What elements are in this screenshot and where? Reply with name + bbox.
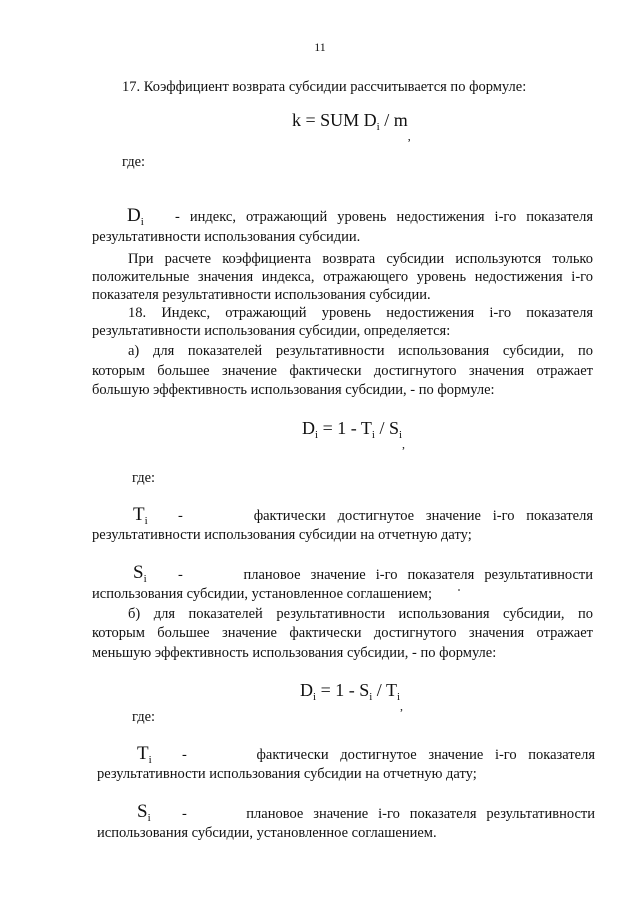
symbol-si-1: $S_i$	[133, 562, 147, 585]
def-di-line2: результативности использования субсидии.	[92, 229, 361, 245]
def-ti-1-line1: - фактически достигнутое значение i-го показателя	[178, 508, 593, 524]
positive-para-line3: показателя результативности использования субсидии.	[92, 287, 431, 303]
def-si-1-line1: - плановое значение i-го показателя результативности	[178, 567, 594, 583]
def-ti-2-line2: результативности использования субсидии на отчетную дату;	[97, 766, 477, 782]
def-si-2-line1: - плановое значение i-го показателя результативности	[182, 806, 596, 822]
positive-para-line2: положительные значения индекса, отражающего уровень недостижения i-го	[92, 269, 593, 285]
symbol-ti-1: $T_i$	[133, 504, 148, 527]
paragraph-17: 17. Коэффициент возврата субсидии рассчитывается по формуле:	[122, 79, 527, 95]
paragraph-18-line2: результативности использования субсидии, определяется:	[92, 323, 451, 339]
formula-a: $D_i = 1 - T_i / S_{i,}$	[302, 418, 406, 451]
item-a-line3: большую эффективность использования субсидии, - по формуле:	[92, 382, 495, 398]
symbol-di: $D_i$	[127, 205, 144, 228]
where-label-3: где:	[132, 709, 156, 725]
stray-mark	[458, 589, 460, 591]
formula-b: $D_i = 1 - S_i / T_{i,}$	[300, 680, 404, 713]
symbol-ti-2: $T_i$	[137, 743, 152, 766]
def-ti-2-line1: - фактически достигнутое значение i-го показателя	[182, 747, 595, 763]
where-label-1: где:	[122, 154, 146, 170]
item-b-line2: которым большее значение фактически достигнутого значения отражает	[92, 625, 593, 641]
def-di-line1: - индекс, отражающий уровень недостижения i-го показателя	[175, 209, 594, 225]
page-number: 11	[314, 40, 326, 54]
item-b-line1: б) для показателей результативности использования субсидии, по	[128, 606, 593, 622]
positive-para-line1: При расчете коэффициента возврата субсидии используются только	[128, 251, 593, 267]
where-label-2: где:	[132, 470, 156, 486]
def-si-1-line2: использования субсидии, установленное соглашением;	[92, 586, 432, 602]
symbol-si-2: $S_i$	[137, 801, 151, 824]
item-a-line1: а) для показателей результативности использования субсидии, по	[128, 343, 593, 359]
item-a-line2: которым большее значение фактически достигнутого значения отражает	[92, 363, 593, 379]
def-si-2-line2: использования субсидии, установленное соглашением.	[97, 825, 437, 841]
formula-k: k = SUM $D_i / m_,$	[292, 110, 411, 143]
item-b-line3: меньшую эффективность использования субсидии, - по формуле:	[92, 645, 497, 661]
paragraph-18-line1: 18. Индекс, отражающий уровень недостижения i-го показателя	[128, 305, 593, 321]
def-ti-1-line2: результативности использования субсидии на отчетную дату;	[92, 527, 472, 543]
